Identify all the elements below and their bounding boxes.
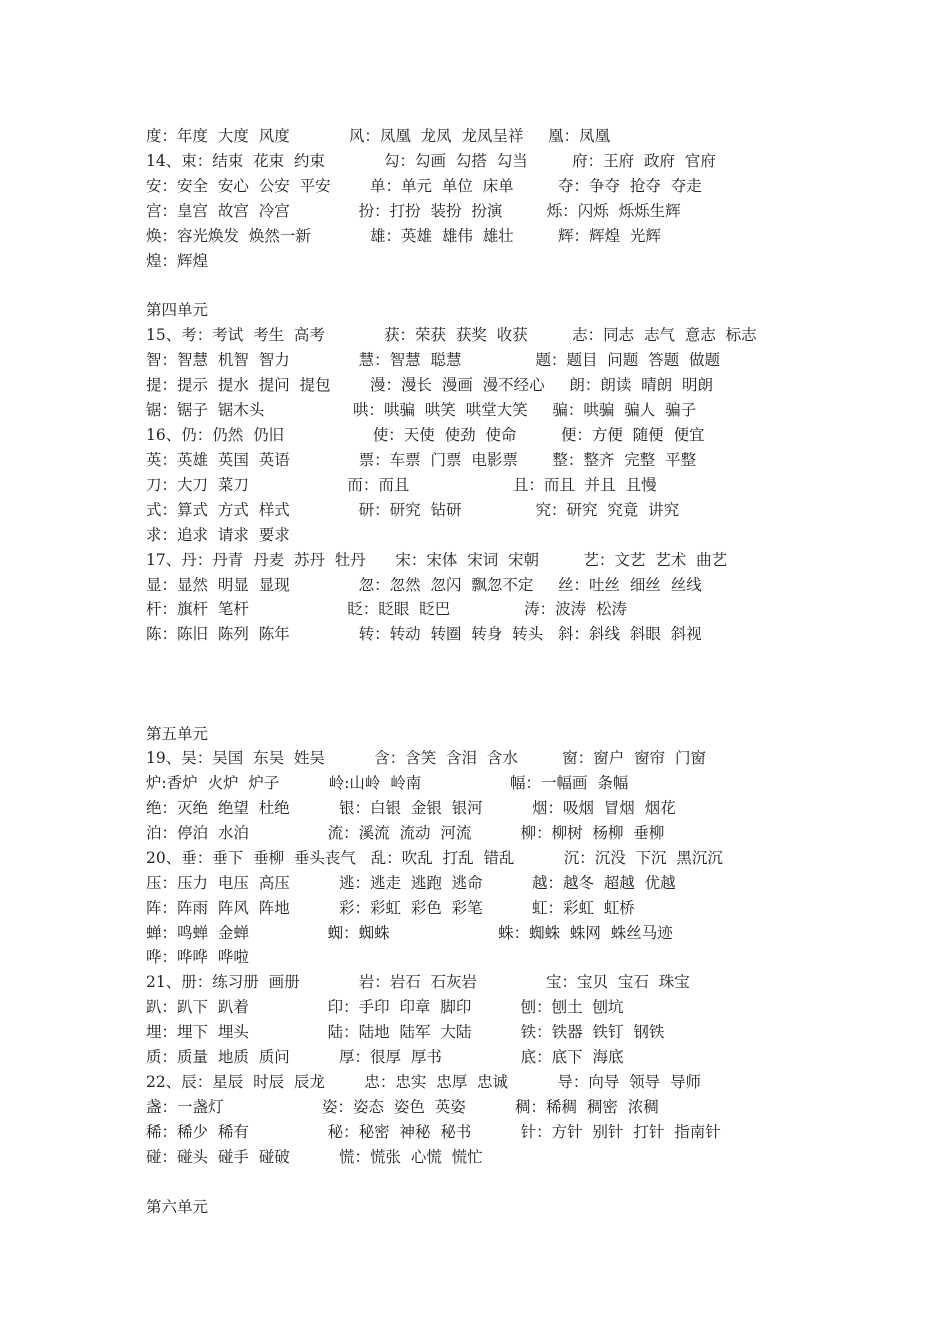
text-line: 盏：一盏灯 姿：姿态 姿色 英姿 稠：稀稠 稠密 浓稠 <box>146 1098 659 1116</box>
text-line: 炉:香炉 火炉 炉子 岭:山岭 岭南 幅：一幅画 条幅 <box>146 774 629 792</box>
text-line: 度：年度 大度 风度 风：凤凰 龙凤 龙凤呈祥 凰：凤凰 <box>146 127 611 145</box>
text-line: 21、册：练习册 画册 岩：岩石 石灰岩 宝：宝贝 宝石 珠宝 <box>146 973 690 991</box>
text-line: 英：英雄 英国 英语 票：车票 门票 电影票 整：整齐 完整 平整 <box>146 451 697 469</box>
text-line: 19、吴：吴国 东吴 姓吴 含：含笑 含泪 含水 窗：窗户 窗帘 门窗 <box>146 749 706 767</box>
text-line: 20、垂：垂下 垂柳 垂头丧气 乱：吹乱 打乱 错乱 沉：沉没 下沉 黑沉沉 <box>146 849 723 867</box>
text-line: 智：智慧 机智 智力 慧：智慧 聪慧 题：题目 问题 答题 做题 <box>146 351 721 369</box>
text-line: 焕：容光焕发 焕然一新 雄：英雄 雄伟 雄壮 辉：辉煌 光辉 <box>146 227 661 245</box>
text-line: 式：算式 方式 样式 研：研究 钻研 究：研究 究竟 讲究 <box>146 501 680 519</box>
text-line: 杆：旗杆 笔杆 眨：眨眼 眨巴 涛：波涛 松涛 <box>146 600 628 618</box>
text-line: 稀：稀少 稀有 秘：秘密 神秘 秘书 针：方针 别针 打针 指南针 <box>146 1123 721 1141</box>
text-line: 哗：哗哗 哗啦 <box>146 948 249 966</box>
text-line: 显：显然 明显 显现 忽：忽然 忽闪 飘忽不定 丝：吐丝 细丝 丝线 <box>146 576 702 594</box>
text-line: 质：质量 地质 质问 厚：很厚 厚书 底：底下 海底 <box>146 1048 624 1066</box>
text-line: 压：压力 电压 高压 逃：逃走 逃跑 逃命 越：越冬 超越 优越 <box>146 874 676 892</box>
text-line: 泊：停泊 水泊 流：溪流 流动 河流 柳：柳树 杨柳 垂柳 <box>146 824 665 842</box>
text-line: 陈：陈旧 陈列 陈年 转：转动 转圈 转身 转头 斜：斜线 斜眼 斜视 <box>146 625 702 643</box>
text-line: 刀：大刀 菜刀 而：而且 且：而且 并且 且慢 <box>146 476 657 494</box>
text-line: 碰：碰头 碰手 碰破 慌：慌张 心慌 慌忙 <box>146 1148 483 1166</box>
text-line: 16、仍：仍然 仍旧 使：天使 使劲 使命 便：方便 随便 便宜 <box>146 426 705 444</box>
text-line: 趴：趴下 趴着 印：手印 印章 脚印 刨：刨土 刨坑 <box>146 998 624 1016</box>
text-line: 提：提示 提水 提问 提包 漫：漫长 漫画 漫不经心 朗：朗读 晴朗 明朗 <box>146 376 714 394</box>
unit-heading: 第四单元 <box>146 301 209 319</box>
unit-heading: 第六单元 <box>146 1198 209 1216</box>
text-line: 14、束：结束 花束 约束 勾：勾画 勾搭 勾当 府：王府 政府 官府 <box>146 152 716 170</box>
text-line: 锯：锯子 锯木头 哄：哄骗 哄笑 哄堂大笑 骗：哄骗 骗人 骗子 <box>146 401 697 419</box>
text-line: 埋：埋下 埋头 陆：陆地 陆军 大陆 铁：铁器 铁钉 钢铁 <box>146 1023 665 1041</box>
text-line: 22、辰：星辰 时辰 辰龙 忠：忠实 忠厚 忠诚 导：向导 领导 导师 <box>146 1073 702 1091</box>
text-line: 煌：辉煌 <box>146 252 209 270</box>
text-line: 15、考：考试 考生 高考 获：荣获 获奖 收获 志：同志 志气 意志 标志 <box>146 326 757 344</box>
text-line: 求：追求 请求 要求 <box>146 526 290 544</box>
text-line: 宫：皇宫 故宫 冷宫 扮：打扮 装扮 扮演 烁：闪烁 烁烁生辉 <box>146 202 681 220</box>
text-line: 绝：灭绝 绝望 杜绝 银：白银 金银 银河 烟：吸烟 冒烟 烟花 <box>146 799 676 817</box>
text-line: 安：安全 安心 公安 平安 单：单元 单位 床单 夺：争夺 抢夺 夺走 <box>146 177 702 195</box>
unit-heading: 第五单元 <box>146 725 209 743</box>
text-line: 17、丹：丹青 丹麦 苏丹 牡丹 宋：宋体 宋词 宋朝 艺：文艺 艺术 曲艺 <box>146 551 728 569</box>
text-line: 阵：阵雨 阵风 阵地 彩：彩虹 彩色 彩笔 虹：彩虹 虹桥 <box>146 899 635 917</box>
text-line: 蝉：鸣蝉 金蝉 蜘：蜘蛛 蛛：蜘蛛 蛛网 蛛丝马迹 <box>146 924 673 942</box>
